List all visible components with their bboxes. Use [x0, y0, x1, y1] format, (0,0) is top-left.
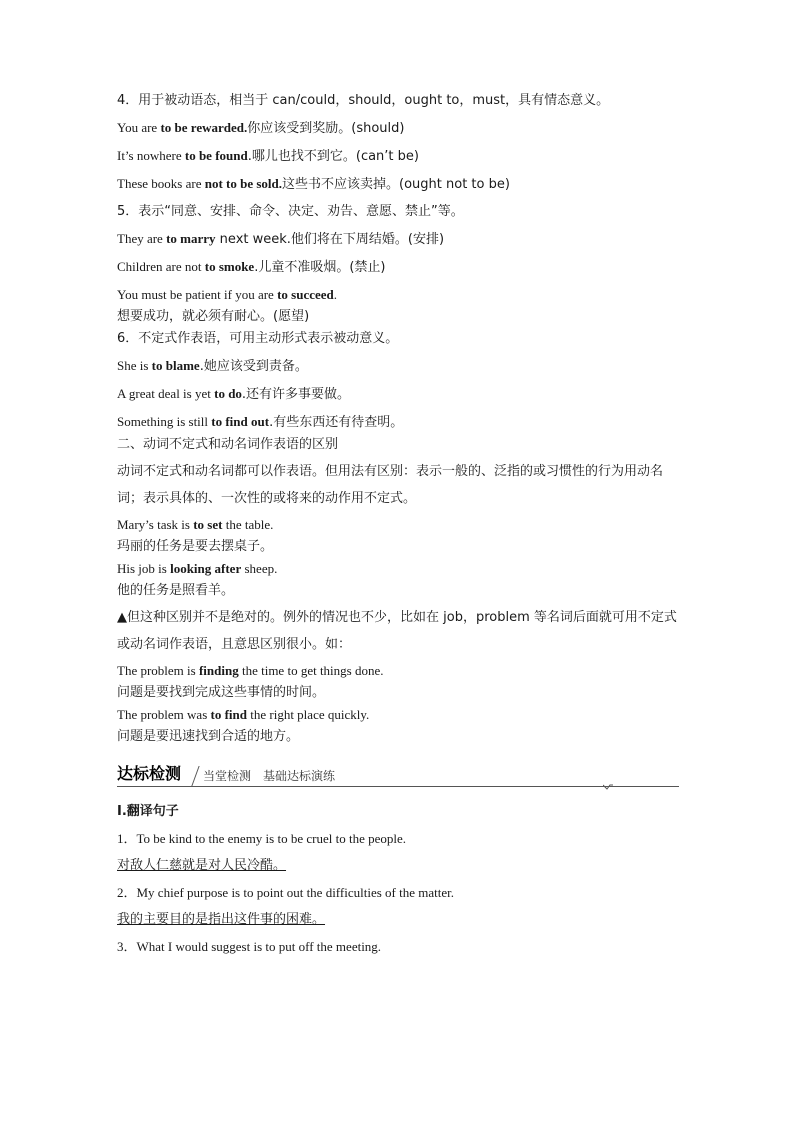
- section-6-title: 6．不定式作表语，可用主动形式表示被动意义。: [117, 331, 399, 346]
- example-sentence: You are to be rewarded.你应该受到奖励。(should): [117, 120, 405, 136]
- exercise-question: 1．To be kind to the enemy is to be cruel to the people.: [117, 831, 406, 846]
- example-sentence: The problem is finding the time to get things done.: [117, 663, 384, 678]
- section-5-title: 5．表示“同意、安排、命令、决定、劝告、意愿、禁止”等。: [117, 204, 464, 219]
- example-sentence: She is to blame.她应该受到责备。: [117, 358, 308, 374]
- part-2-intro: 动词不定式和动名词都可以作表语。但用法有区别：表示一般的、泛指的或习惯性的行为用动名词；表示具体的、一次性的或将来的动作用不定式。: [117, 464, 664, 506]
- note-paragraph: ▲但这种区别并不是绝对的。例外的情况也不少，比如在 job，problem 等名词后面就可用不定式或动名词作表语，且意思区别很小。如：: [117, 610, 677, 652]
- example-translation: 他的任务是照看羊。: [117, 583, 235, 598]
- exercise-answer: 我的主要目的是指出这件事的困难。: [117, 912, 326, 927]
- exercise-title: Ⅰ.翻译句子: [117, 804, 179, 819]
- document-page: [117, 92, 679, 956]
- banner-divider: [191, 766, 199, 786]
- example-sentence: His job is looking after sheep.: [117, 561, 278, 576]
- example-translation: 玛丽的任务是要去摆桌子。: [117, 539, 274, 554]
- banner-subtitle: 当堂检测 基础达标演练: [203, 769, 336, 783]
- example-translation: 想要成功，就必须有耐心。(愿望): [117, 309, 310, 324]
- exercise-question: 3．What I would suggest is to put off the meeting.: [117, 939, 382, 954]
- example-translation: 问题是要迅速找到合适的地方。: [117, 729, 300, 744]
- example-sentence: These books are not to be sold.这些书不应该卖掉。(ought not to be): [117, 176, 510, 192]
- example-sentence: They are to marry next week.他们将在下周结婚。(安排): [117, 231, 445, 247]
- example-sentence: Children are not to smoke.儿童不准吸烟。(禁止): [117, 259, 386, 275]
- exercise-question: 2．My chief purpose is to point out the difficulties of the matter.: [117, 885, 454, 900]
- example-sentence: It’s nowhere to be found.哪儿也找不到它。(can’t be): [117, 148, 419, 164]
- example-sentence: A great deal is yet to do.还有许多事要做。: [117, 386, 351, 402]
- example-sentence: You must be patient if you are to succeed.: [117, 287, 338, 302]
- banner-title: 达标检测: [117, 764, 182, 783]
- example-sentence: Mary’s task is to set the table.: [117, 517, 274, 532]
- part-2-title: 二、动词不定式和动名词作表语的区别: [117, 437, 339, 452]
- example-sentence: Something is still to find out.有些东西还有待查明。: [117, 414, 404, 430]
- exercise-answer: 对敌人仁慈就是对人民冷酷。: [117, 858, 287, 873]
- section-4-title: 4．用于被动语态，相当于 can/could，should，ought to，must，具有情态意义。: [117, 93, 610, 108]
- section-banner: [117, 760, 679, 787]
- banner-notch-icon: [603, 784, 613, 790]
- example-translation: 问题是要找到完成这些事情的时间。: [117, 685, 326, 700]
- example-sentence: The problem was to find the right place quickly.: [117, 707, 370, 722]
